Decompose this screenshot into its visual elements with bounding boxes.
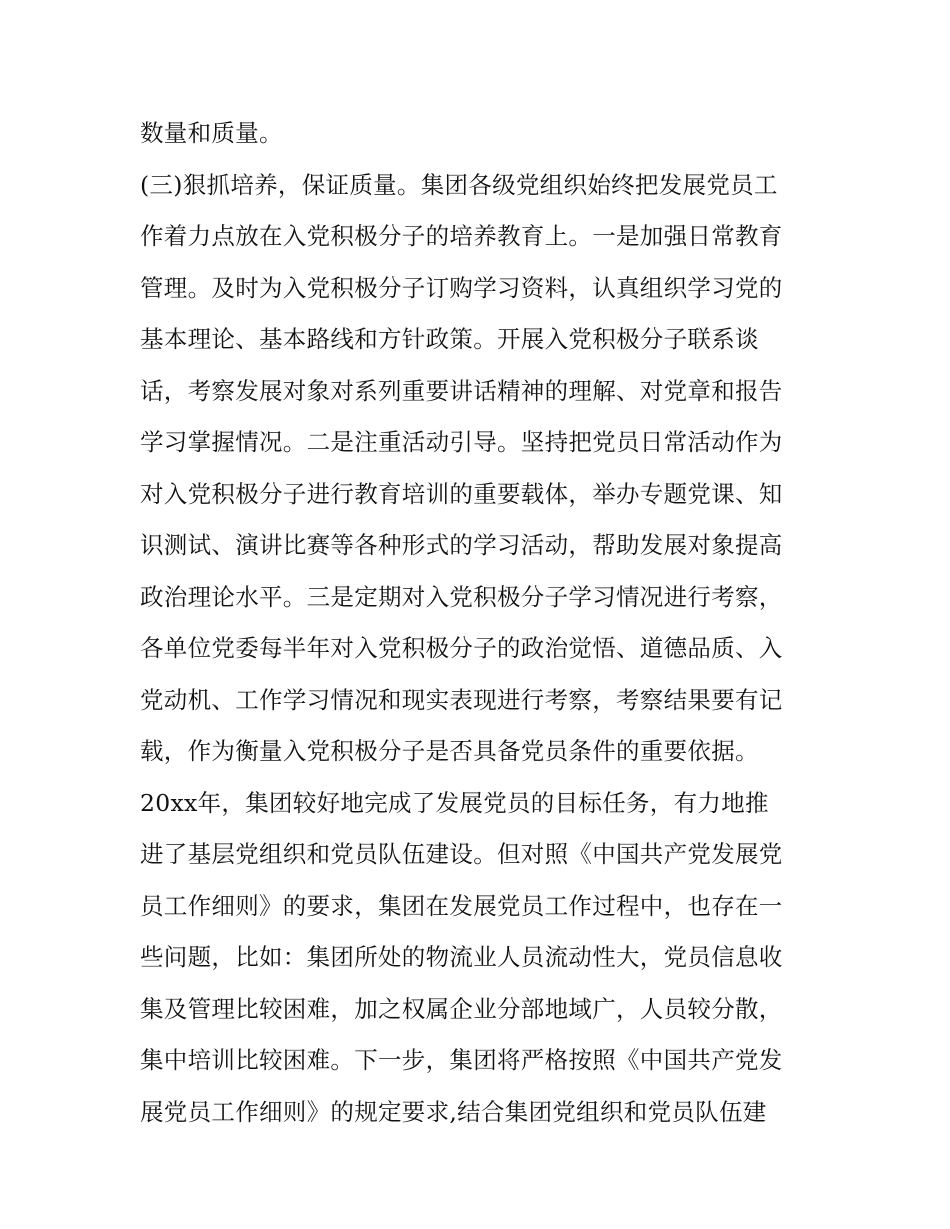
text-line-8: 对入党积极分子进行教育培训的重要载体，举办专题党课、知 — [140, 479, 783, 508]
text-line-6: 话，考察发展对象对系列重要讲话精神的理解、对党章和报告 — [140, 376, 783, 405]
text-line-20: 展党员工作细则》的规定要求,结合集团党组织和党员队伍建 — [140, 1097, 767, 1126]
text-line-5: 基本理论、基本路线和方针政策。开展入党积极分子联系谈 — [140, 325, 759, 353]
text-line-16: 员工作细则》的要求，集团在发展党员工作过程中，也存在一 — [140, 891, 783, 920]
text-line-1: 数量和质量。 — [140, 119, 283, 147]
text-line-12: 党动机、工作学习情况和现实表现进行考察，考察结果要有记 — [140, 685, 783, 714]
text-line-4: 管理。及时为入党积极分子订购学习资料，认真组织学习党的 — [140, 273, 783, 302]
text-line-10: 政治理论水平。三是定期对入党积极分子学习情况进行考察， — [140, 582, 783, 611]
text-line-11: 各单位党委每半年对入党积极分子的政治觉悟、道德品质、入 — [140, 634, 783, 662]
body-text — [140, 108, 830, 1138]
text-line-13: 载，作为衡量入党积极分子是否具备党员条件的重要依据。 — [140, 737, 759, 765]
text-line-19: 集中培训比较困难。下一步，集团将严格按照《中国共产党发 — [140, 1046, 783, 1074]
text-line-3: 作着力点放在入党积极分子的培养教育上。一是加强日常教育 — [140, 222, 783, 250]
text-line-7: 学习掌握情况。二是注重活动引导。坚持把党员日常活动作为 — [140, 428, 783, 456]
text-line-18: 集及管理比较困难，加之权属企业分部地域广，人员较分散， — [140, 994, 783, 1023]
text-line-9: 识测试、演讲比赛等各种形式的学习活动，帮助发展对象提高 — [140, 531, 783, 559]
section-heading-line: (三)狠抓培养，保证质量。集团各级党组织始终把发展党员工 — [140, 170, 778, 199]
text-line-17: 些问题，比如：集团所处的物流业人员流动性大，党员信息收 — [140, 943, 783, 971]
text-line-15: 进了基层党组织和党员队伍建设。但对照《中国共产党发展党 — [140, 840, 783, 868]
text-line-14: 20xx年，集团较好地完成了发展党员的目标任务，有力地推 — [140, 788, 769, 817]
